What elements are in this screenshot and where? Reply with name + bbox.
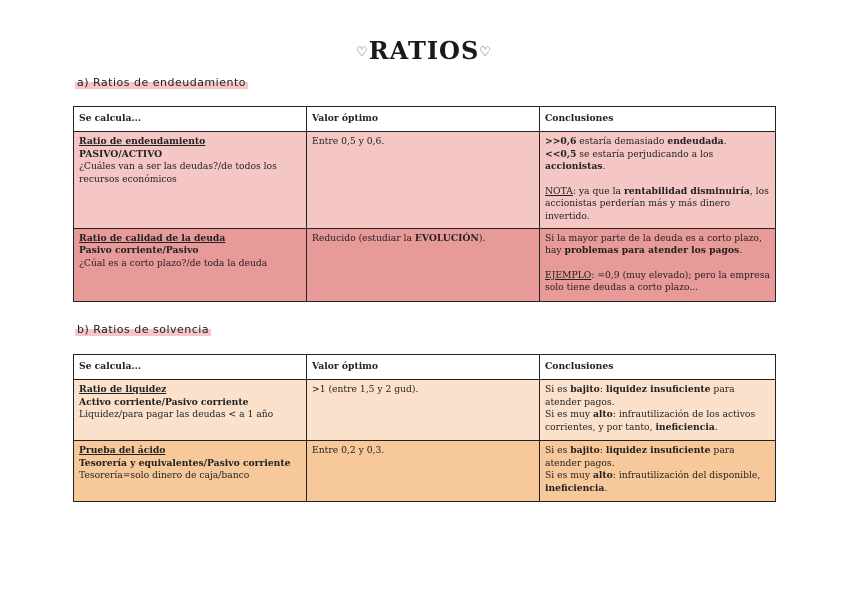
ratio-formula: Tesorería y equivalentes/Pasivo corriente <box>79 457 291 469</box>
ratio-name: Ratio de calidad de la deuda <box>79 232 226 244</box>
ratio-description: Liquidez/para pagar las deudas < a 1 año <box>79 409 274 421</box>
conclusion-text: para atender pagos. <box>545 445 735 469</box>
table-endeudamiento <box>73 106 776 302</box>
table-header-row <box>74 107 776 132</box>
header-conclusiones: Conclusiones <box>540 107 776 132</box>
conclusion-keyword: bajito <box>570 384 600 395</box>
conclusion-text: . <box>739 245 743 257</box>
ratio-formula: Activo corriente/Pasivo corriente <box>79 396 249 408</box>
cell-calcula <box>74 132 307 229</box>
title-text: RATIOS <box>368 36 480 65</box>
cell-conclusions <box>540 132 776 229</box>
conclusion-keyword: bajito <box>570 445 600 456</box>
example-text: : =0,9 (muy elevado); pero la empresa solo tiene deudas a corto plazo... <box>545 269 770 294</box>
conclusion-line <box>545 149 770 174</box>
header-se-calcula: Se calcula... <box>74 107 307 132</box>
conclusion-text: : <box>599 445 606 456</box>
cell-optimal: >1 (entre 1,5 y 2 gud). <box>307 380 540 441</box>
ratio-formula: Pasivo corriente/Pasivo <box>79 245 199 257</box>
table-row <box>74 380 776 441</box>
conclusion-line <box>545 409 770 434</box>
cell-optimal: Entre 0,5 y 0,6. <box>307 132 540 229</box>
heart-icon-left: ♡ <box>356 45 369 60</box>
table-row <box>74 441 776 502</box>
cell-calcula <box>74 380 307 441</box>
conclusion-keyword: liquidez insuficiente <box>605 384 711 395</box>
conclusion-text: . <box>604 482 608 494</box>
conclusion-line <box>545 136 770 149</box>
ratio-description: ¿Cuáles van a ser las deudas?/de todos los recursos económicos <box>79 161 277 185</box>
conclusion-text: . <box>714 421 718 433</box>
header-valor-optimo: Valor óptimo <box>307 107 540 132</box>
cell-optimal: Entre 0,2 y 0,3. <box>307 441 540 502</box>
conclusion-text: Si es muy <box>545 409 593 421</box>
header-se-calcula: Se calcula... <box>74 355 307 380</box>
example-label: EJEMPLO <box>545 269 592 281</box>
optimal-text: ). <box>478 232 486 244</box>
ratio-description: Tesorería=solo dinero de caja/banco <box>79 470 250 482</box>
conclusion-text: : infrautilización del disponible, <box>612 470 761 482</box>
note-label: NOTA <box>545 185 573 197</box>
optimal-keyword: EVOLUCIÓN <box>414 232 479 244</box>
conclusion-text: para atender pagos. <box>545 384 735 408</box>
section-heading-endeudamiento <box>73 76 250 89</box>
cell-calcula <box>74 441 307 502</box>
section-a-text: a) Ratios de endeudamiento <box>77 76 246 89</box>
table-row <box>74 132 776 229</box>
conclusion-text: se estaría perjudicando a los <box>576 148 714 160</box>
conclusion-text: estaría demasiado <box>576 136 668 147</box>
conclusion-value: <<0,5 <box>545 148 577 160</box>
conclusion-text: : infrautilización de los activos corrientes, y por tanto, <box>545 409 756 433</box>
heart-icon-right: ♡ <box>479 45 492 60</box>
cell-optimal <box>307 228 540 301</box>
note-keyword: rentabilidad disminuiría <box>623 185 750 197</box>
cell-conclusions <box>540 441 776 502</box>
note-text: : ya que la <box>572 185 624 197</box>
ratio-name: Ratio de endeudamiento <box>79 136 206 147</box>
conclusion-line <box>545 470 770 495</box>
header-conclusiones: Conclusiones <box>540 355 776 380</box>
conclusion-keyword: liquidez insuficiente <box>605 445 711 456</box>
conclusion-keyword: alto <box>592 470 613 482</box>
example-paragraph <box>545 270 770 295</box>
optimal-text: Reducido (estudiar la <box>312 232 415 244</box>
cell-conclusions <box>540 228 776 301</box>
note-text: , los accionistas perderían más y más dinero invertido. <box>545 185 769 222</box>
page-title <box>0 36 848 65</box>
ratio-name: Prueba del ácido <box>79 445 166 456</box>
cell-calcula <box>74 228 307 301</box>
section-heading-solvencia <box>73 323 213 336</box>
conclusion-keyword: ineficiencia <box>545 482 605 494</box>
cell-conclusions <box>540 380 776 441</box>
conclusion-keyword: problemas para atender los pagos <box>564 245 740 257</box>
conclusion-value: >>0,6 <box>545 136 577 147</box>
table-header-row <box>74 355 776 380</box>
conclusion-line <box>545 233 770 258</box>
conclusion-text: . <box>602 161 606 173</box>
conclusion-line <box>545 445 770 470</box>
section-b-text: b) Ratios de solvencia <box>77 323 210 336</box>
ratio-description: ¿Cúal es a corto plazo?/de toda la deuda <box>79 257 268 269</box>
conclusion-keyword: alto <box>592 409 613 421</box>
conclusion-text: : <box>599 384 606 395</box>
conclusion-text: . <box>723 136 727 147</box>
conclusion-keyword: accionistas <box>545 161 603 173</box>
conclusion-text: Si es muy <box>545 470 593 482</box>
table-row <box>74 228 776 301</box>
ratio-formula: PASIVO/ACTIVO <box>79 148 163 160</box>
ratio-name: Ratio de liquidez <box>79 384 167 395</box>
conclusion-keyword: endeudada <box>667 136 724 147</box>
conclusion-text: Si la mayor parte de la deuda es a corto plazo, hay <box>545 232 762 257</box>
conclusion-line <box>545 384 770 409</box>
conclusion-text: Si es <box>545 384 571 395</box>
conclusion-keyword: ineficiencia <box>655 421 715 433</box>
conclusion-text: Si es <box>545 445 571 456</box>
header-valor-optimo: Valor óptimo <box>307 355 540 380</box>
note-paragraph <box>545 186 770 224</box>
table-solvencia <box>73 354 776 502</box>
